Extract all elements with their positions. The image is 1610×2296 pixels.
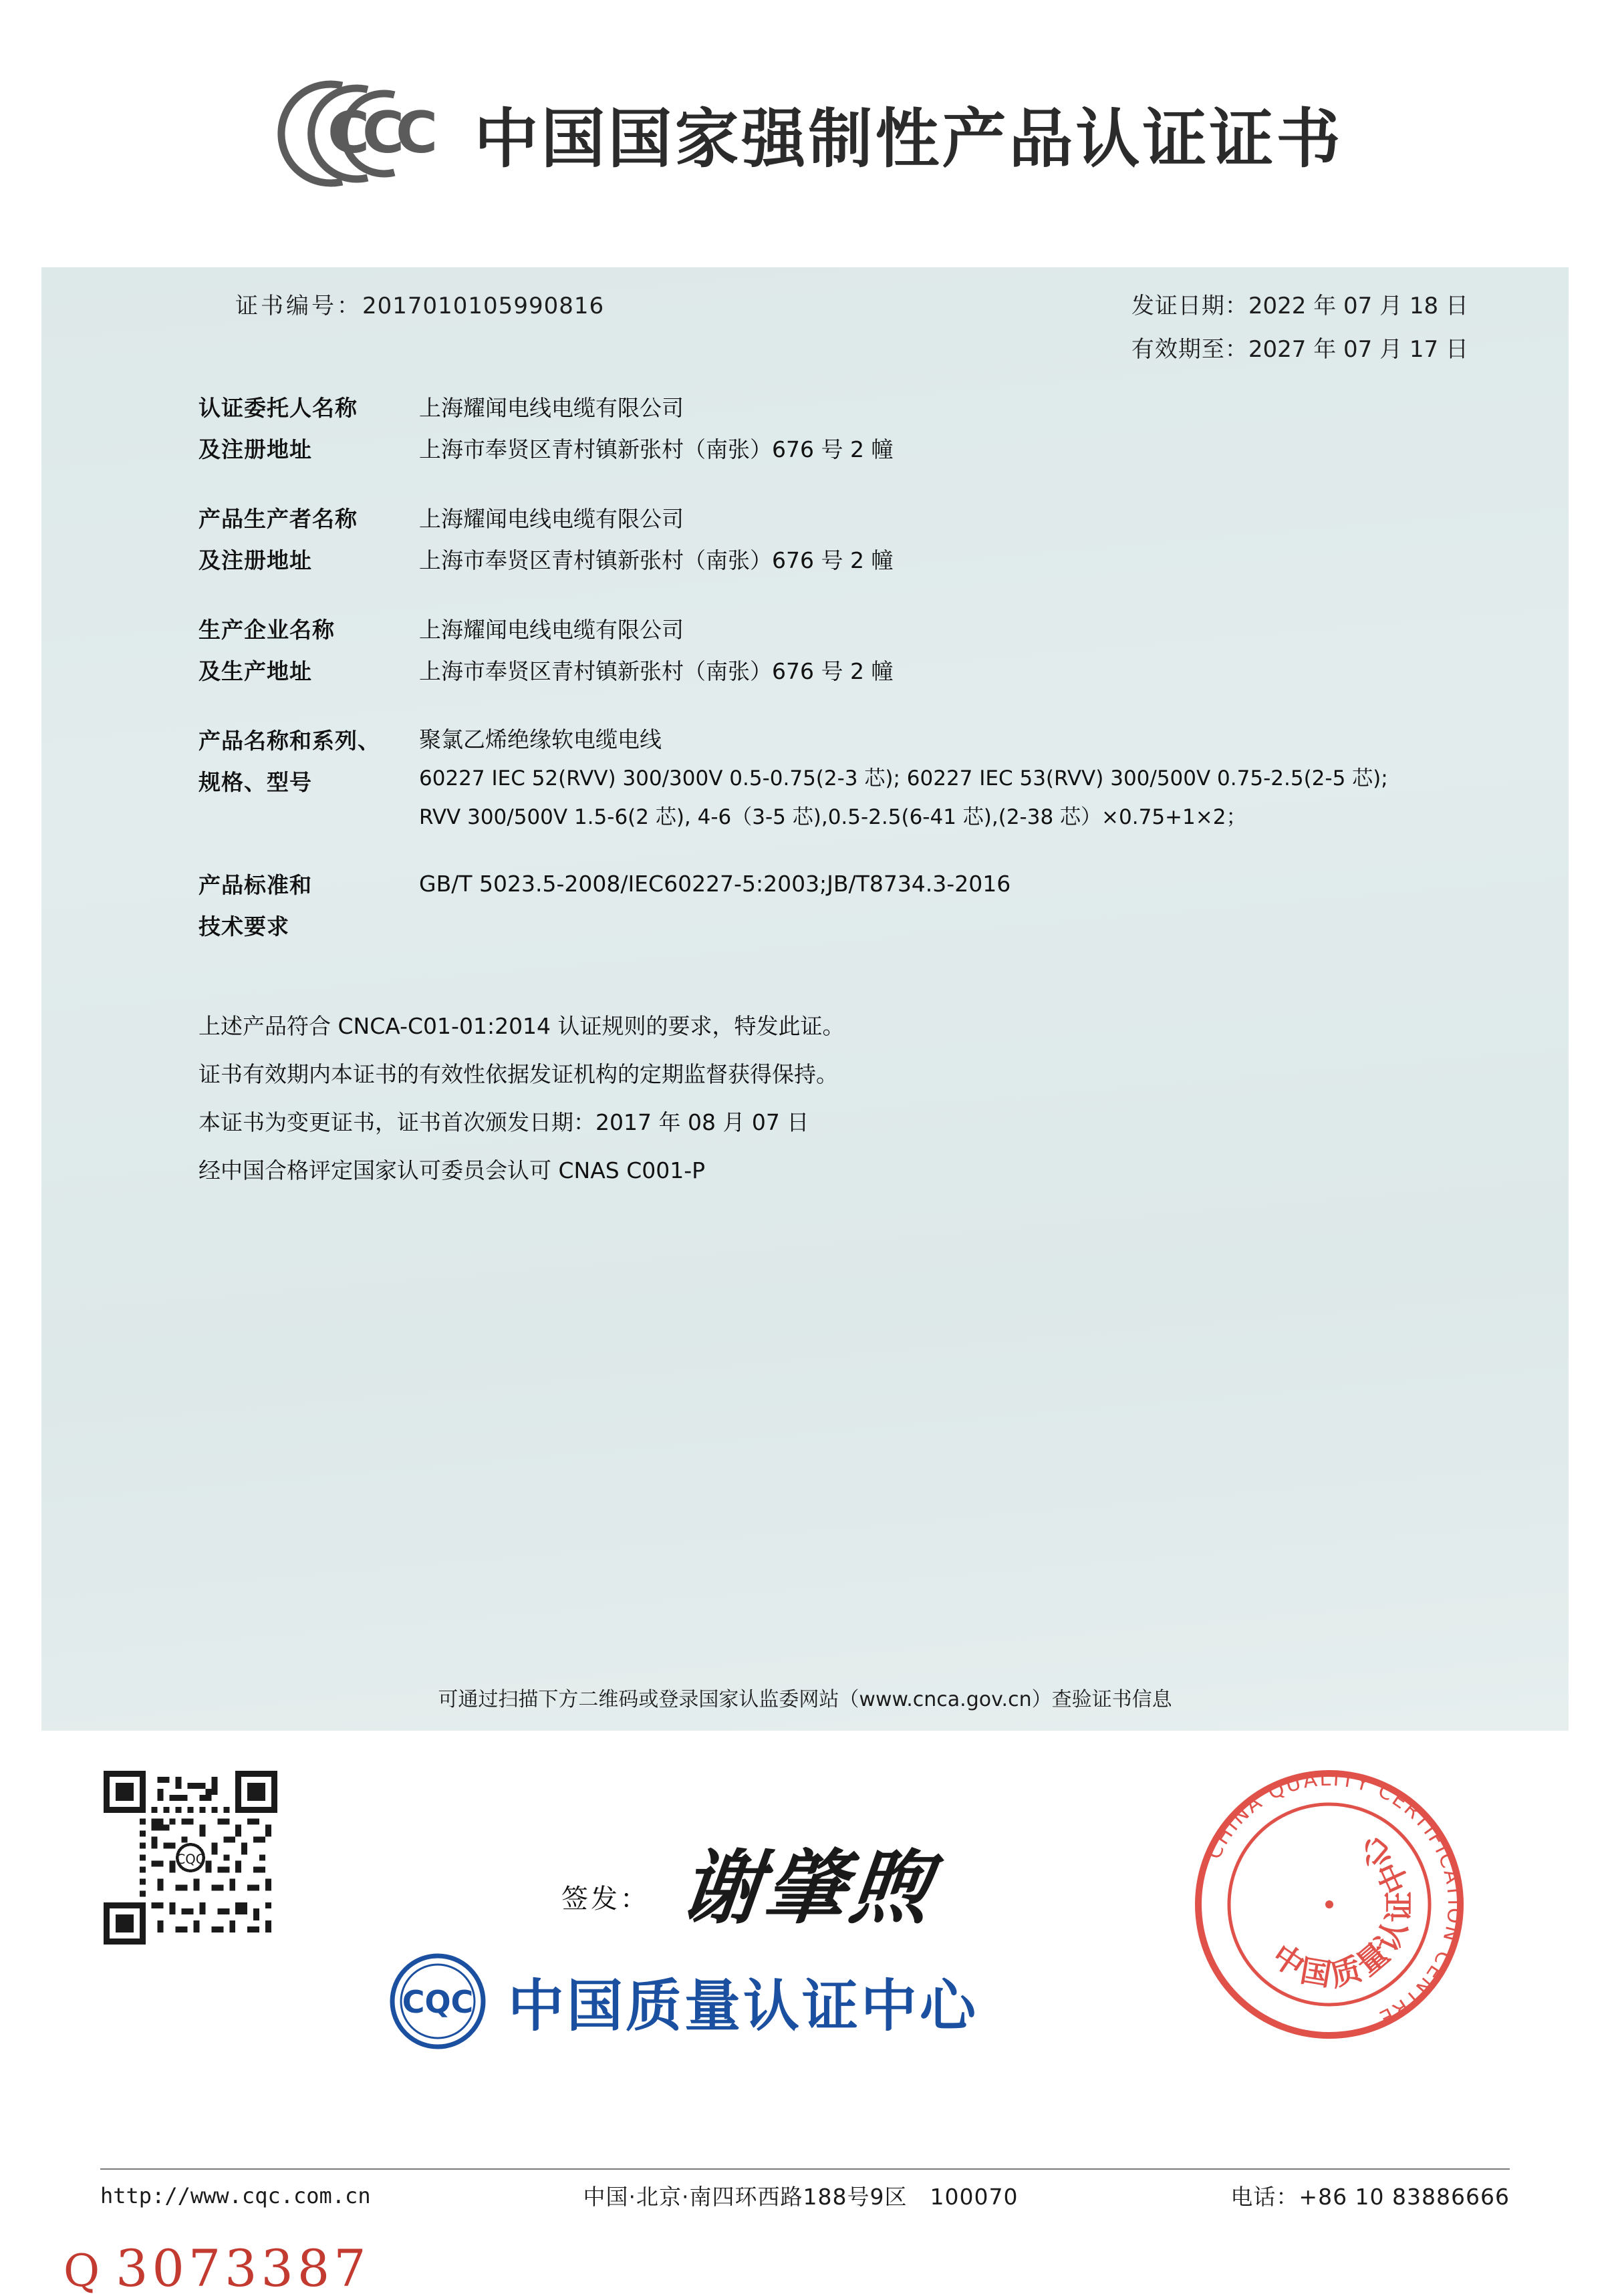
- field-manufacturer-title-line2: 及注册地址: [198, 547, 312, 573]
- cqc-logo-icon: [388, 1951, 488, 2051]
- note-line-2: 证书有效期内本证书的有效性依据发证机构的定期监督获得保持。: [198, 1061, 838, 1087]
- issue-date: [1131, 287, 1468, 320]
- standard-code: GB/T 5023.5-2008/IEC60227-5:2003;JB/T8734.3-2016: [419, 871, 1011, 897]
- field-standard-title: [198, 865, 419, 948]
- issue-date-label: 发证日期：: [1131, 293, 1248, 319]
- footer-address: 中国·北京·南四环西路188号9区 100070: [583, 2184, 1019, 2210]
- field-manufacturer-title: [198, 498, 419, 581]
- svg-text:CQC: CQC: [176, 1851, 205, 1867]
- note-line-3: 本证书为变更证书，证书首次颁发日期：2017 年 08 月 07 日: [198, 1109, 809, 1135]
- footer-website[interactable]: http://www.cqc.com.cn: [100, 2182, 371, 2208]
- certificate-fields: [198, 388, 1488, 976]
- field-standard-title-line2: 技术要求: [198, 913, 289, 940]
- field-standard-value: [419, 865, 1011, 948]
- field-applicant-title-line2: 及注册地址: [198, 436, 312, 462]
- certificate-notes: [198, 1002, 1488, 1195]
- field-standard: [198, 865, 1488, 948]
- field-factory: [198, 609, 1488, 692]
- certificate-number-label: 证书编号：: [235, 293, 362, 319]
- verify-instruction: 可通过扫描下方二维码或登录国家认监委网站（www.cnca.gov.cn）查验证书信息: [438, 1688, 1172, 1711]
- field-manufacturer: [198, 498, 1488, 581]
- field-product-title-line1: 产品名称和系列、: [198, 728, 380, 754]
- certificate-meta-row: [235, 287, 1468, 374]
- certificate-number-value: 2017010105990816: [362, 293, 605, 319]
- signature-zone: [0, 1757, 1610, 2132]
- field-factory-title-line2: 及生产地址: [198, 658, 312, 684]
- svg-text:C: C: [362, 100, 404, 166]
- product-name: 聚氯乙烯绝缘软电缆电线: [419, 726, 662, 752]
- ccc-mark-icon: [267, 67, 441, 200]
- product-spec-line1: 60227 IEC 52(RVV) 300/300V 0.5-0.75(2-3 芯); 60227 IEC 53(RVV) 300/500V 0.75-2.5(2-5 芯);: [419, 766, 1388, 791]
- field-applicant-title: [198, 388, 419, 470]
- page-footer: [100, 2180, 1510, 2211]
- product-spec-line2: RVV 300/500V 1.5-6(2 芯), 4-6（3-5 芯),0.5-2.5(6-41 芯),(2-38 芯）×0.75+1×2；: [419, 805, 1247, 829]
- svg-text:中国质量认证中心: 中国质量认证中心: [1265, 1826, 1418, 1994]
- note-line-4: 经中国合格评定国家认可委员会认可 CNAS C001-P: [198, 1157, 706, 1183]
- field-applicant-value: [419, 388, 893, 470]
- field-standard-title-line1: 产品标准和: [198, 872, 312, 898]
- field-factory-title-line1: 生产企业名称: [198, 617, 335, 643]
- field-applicant-title-line1: 认证委托人名称: [198, 395, 358, 421]
- field-applicant-company: 上海耀闻电线电缆有限公司: [419, 395, 684, 421]
- red-round-seal-icon: [1182, 1757, 1476, 2051]
- signature-name: 谢肇煦: [676, 1841, 939, 1935]
- issuing-organization: [388, 1951, 978, 2051]
- valid-until-label: 有效期至：: [1131, 336, 1248, 363]
- svg-text:CHINA QUALITY CERTIFICATION CE: CHINA QUALITY CERTIFICATION CENTRE: [1202, 1767, 1467, 2030]
- issue-date-value: 2022 年 07 月 18 日: [1248, 293, 1468, 319]
- valid-until-value: 2027 年 07 月 17 日: [1248, 336, 1468, 363]
- field-product: [198, 720, 1488, 837]
- field-product-value: [419, 720, 1388, 837]
- field-factory-company: 上海耀闻电线电缆有限公司: [419, 617, 684, 643]
- valid-until-date: [1131, 331, 1468, 364]
- field-manufacturer-title-line1: 产品生产者名称: [198, 506, 358, 532]
- svg-text:C: C: [395, 100, 438, 166]
- field-manufacturer-address: 上海市奉贤区青村镇新张村（南张）676 号 2 幢: [419, 547, 894, 573]
- footer-divider: [100, 2168, 1510, 2170]
- certificate-body-panel: [41, 267, 1569, 1731]
- field-factory-value: [419, 609, 893, 692]
- field-factory-address: 上海市奉贤区青村镇新张村（南张）676 号 2 幢: [419, 658, 894, 684]
- field-manufacturer-value: [419, 498, 893, 581]
- svg-text:CQC: CQC: [402, 1984, 474, 2020]
- certificate-dates: [1131, 287, 1468, 374]
- field-applicant-address: 上海市奉贤区青村镇新张村（南张）676 号 2 幢: [419, 436, 894, 462]
- field-factory-title: [198, 609, 419, 692]
- signature-label: 签发：: [561, 1884, 650, 1914]
- note-line-1: 上述产品符合 CNCA-C01-01:2014 认证规则的要求，特发此证。: [198, 1013, 845, 1039]
- field-applicant: [198, 388, 1488, 470]
- page-title: 中国国家强制性产品认证证书: [474, 101, 1343, 176]
- qr-code-icon[interactable]: [104, 1771, 277, 1945]
- serial-number: [63, 2239, 370, 2296]
- page-header: [0, 40, 1610, 227]
- serial-prefix: Q: [63, 2245, 104, 2296]
- svg-text:C: C: [327, 100, 370, 166]
- certificate-number: [235, 287, 604, 320]
- issuing-organization-name: 中国质量认证中心: [508, 1973, 979, 2039]
- serial-digits: 3073387: [116, 2239, 370, 2296]
- field-product-title: [198, 720, 419, 837]
- footer-phone: 电话：+86 10 83886666: [1230, 2184, 1510, 2210]
- field-product-title-line2: 规格、型号: [198, 769, 312, 795]
- field-manufacturer-company: 上海耀闻电线电缆有限公司: [419, 506, 684, 532]
